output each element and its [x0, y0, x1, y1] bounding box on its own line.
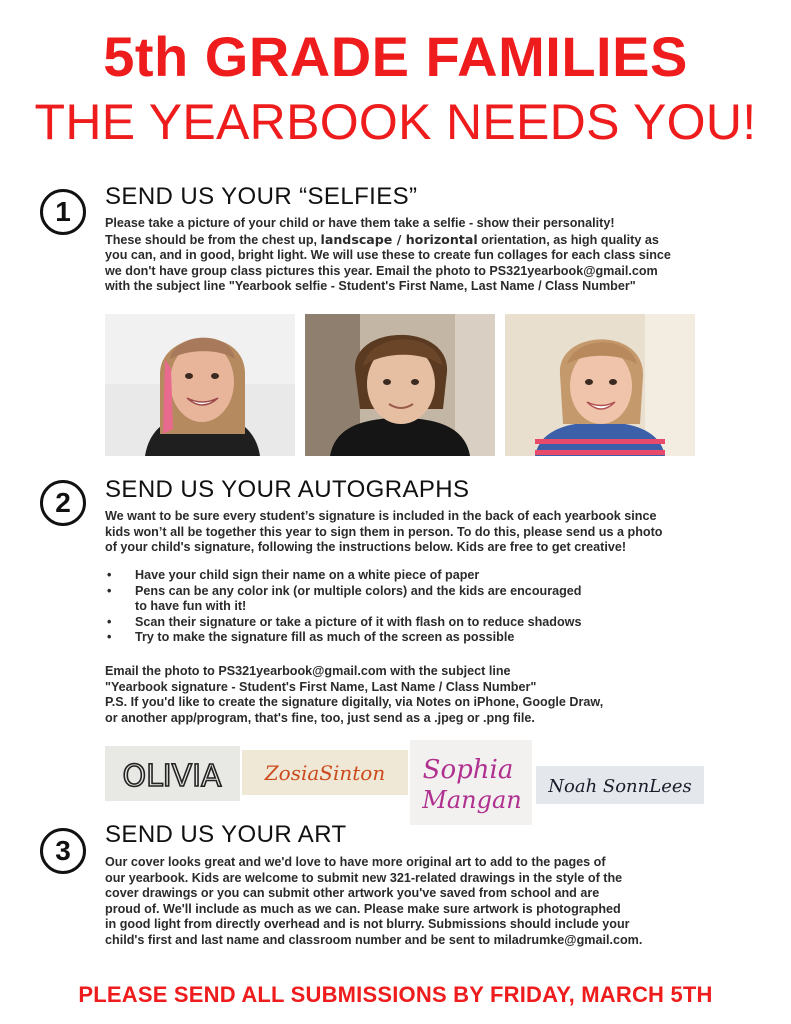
headline-yearbook-needs-you: THE YEARBOOK NEEDS YOU! — [34, 94, 757, 150]
list-item: • Try to make the signature fill as much of the screen as possible — [107, 630, 515, 645]
signature-text: Sophia — [422, 755, 514, 785]
list-item: • Pens can be any color ink (or multiple colors) and the kids are encouraged to have fun with it! — [107, 583, 582, 614]
signature-sample-1 — [105, 746, 240, 801]
step-3-badge: 3 — [40, 828, 86, 874]
step-3-instructions: Our cover looks great and we'd love to have more original art to add to the pages of our yearbook. Kids are welcome to submit new 321-related drawings in the style of the cover drawings or you can submit other artwork you've saved from school and are proud of. We'll include as much as we can. Please make sure artwork is photographed in good light from directly overhead and is not blurry. Submissions should include your child's first and last name and classroom number and be sent to miladrumke@gmail.com. — [105, 855, 643, 947]
step-1-badge: 1 — [40, 189, 86, 235]
signature-text: ZosiaSinton — [264, 761, 386, 785]
selfie-photo-2 — [305, 314, 495, 456]
step-1-instructions: Please take a picture of your child or have them take a selfie - show their personality! These should be from the chest up, landscape / horizontal orientation, as high quality as you can, and in good, bright light. We will use these to create fun collages for each class since we don't have group class pictures this year. Email the photo to PS321yearbook@gmail.com with the subject line "Yearbook selfie - Student's First Name, Last Name / Class Number" — [105, 216, 671, 294]
signature-sample-2 — [242, 750, 408, 795]
step-2-heading: SEND US YOUR AUTOGRAPHS — [105, 476, 470, 503]
signature-text: Mangan — [422, 786, 522, 814]
selfie-photo-3 — [505, 314, 695, 456]
signature-instructions-list — [105, 568, 705, 646]
signature-text: OLIVIA — [122, 759, 222, 794]
selfie-photo-1 — [105, 314, 295, 456]
signature-sample-4 — [536, 766, 704, 804]
step-2-badge: 2 — [40, 480, 86, 526]
step-3-heading: SEND US YOUR ART — [105, 821, 347, 848]
submission-deadline: PLEASE SEND ALL SUBMISSIONS BY FRIDAY, MARCH 5TH — [78, 982, 713, 1007]
step-2-instructions: We want to be sure every student’s signature is included in the back of each yearbook since kids won’t all be together this year to sign them in person. To do this, please send us a photo of your child's signature, following the instructions below. Kids are free to get creative! — [105, 509, 663, 555]
list-item: • Scan their signature or take a picture of it with flash on to reduce shadows — [107, 614, 582, 629]
step-1-heading: SEND US YOUR “SELFIES” — [105, 183, 418, 210]
signature-sample-3 — [410, 740, 532, 825]
step-2-email-instructions: Email the photo to PS321yearbook@gmail.com with the subject line "Yearbook signature - Student's First Name, Last Name / Class Number" P.S. If you'd like to create the signature digitally, via Notes on iPhone, Google Draw, or another app/program, that's fine, too, just send as a .jpeg or .png file. — [105, 664, 604, 725]
signature-text: Noah SonnLees — [548, 776, 692, 797]
list-item: • Have your child sign their name on a white piece of paper — [107, 568, 480, 582]
headline-families: 5th GRADE FAMILIES — [103, 25, 688, 88]
